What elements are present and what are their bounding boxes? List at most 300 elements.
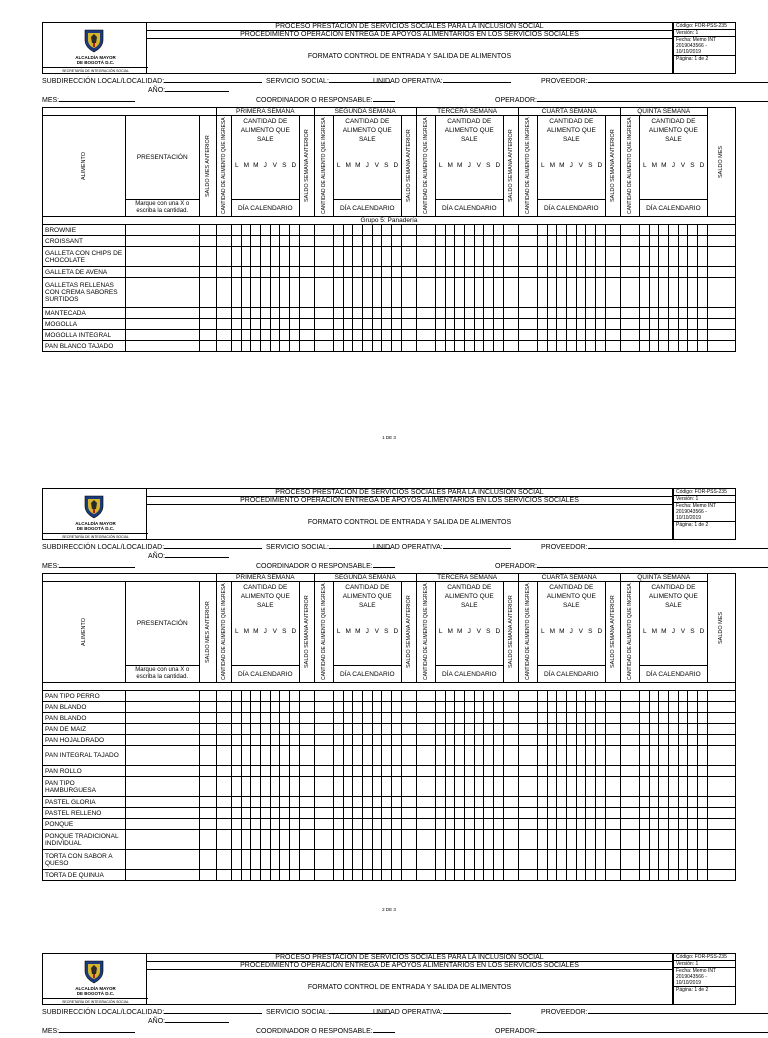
entry-cell[interactable] [688,330,698,341]
entry-cell[interactable] [678,797,688,808]
entry-cell[interactable] [503,713,518,724]
operador-field-blank[interactable] [537,94,768,102]
entry-cell[interactable] [605,870,620,881]
mes-field[interactable] [42,94,135,104]
entry-cell[interactable] [518,808,537,819]
entry-cell[interactable] [401,850,416,870]
entry-cell[interactable] [445,225,455,236]
entry-cell[interactable] [251,330,261,341]
entry-cell[interactable] [503,808,518,819]
entry-cell[interactable] [455,225,465,236]
entry-cell[interactable] [697,330,707,341]
entry-cell[interactable] [649,766,659,777]
entry-cell[interactable] [493,766,503,777]
entry-cell[interactable] [445,746,455,766]
entry-cell[interactable] [697,236,707,247]
entry-cell[interactable] [353,870,363,881]
entry-cell[interactable] [445,247,455,267]
entry-cell[interactable] [353,691,363,702]
entry-cell[interactable] [416,236,435,247]
entry-cell[interactable] [576,746,586,766]
operador-field[interactable] [495,94,768,104]
entry-cell[interactable] [260,830,270,850]
entry-cell[interactable] [314,691,333,702]
entry-cell[interactable] [640,766,650,777]
entry-cell[interactable] [576,308,586,319]
entry-cell[interactable] [474,870,484,881]
entry-cell[interactable] [280,713,290,724]
entry-cell[interactable] [659,713,669,724]
entry-cell[interactable] [391,330,401,341]
entry-cell[interactable] [199,797,216,808]
entry-cell[interactable] [241,808,251,819]
entry-cell[interactable] [343,819,353,830]
entry-cell[interactable] [216,236,231,247]
entry-cell[interactable] [547,691,557,702]
entry-cell[interactable] [464,319,474,330]
entry-cell[interactable] [576,225,586,236]
entry-cell[interactable] [199,330,216,341]
entry-cell[interactable] [125,278,199,308]
entry-cell[interactable] [216,746,231,766]
entry-cell[interactable] [232,735,242,746]
entry-cell[interactable] [382,247,392,267]
entry-cell[interactable] [372,691,382,702]
entry-cell[interactable] [697,691,707,702]
entry-cell[interactable] [707,850,735,870]
entry-cell[interactable] [401,808,416,819]
entry-cell[interactable] [595,797,605,808]
entry-cell[interactable] [649,278,659,308]
entry-cell[interactable] [493,777,503,797]
entry-cell[interactable] [435,267,445,278]
entry-cell[interactable] [270,735,280,746]
entry-cell[interactable] [401,777,416,797]
entry-cell[interactable] [484,777,494,797]
entry-cell[interactable] [353,267,363,278]
entry-cell[interactable] [333,766,343,777]
entry-cell[interactable] [484,850,494,870]
entry-cell[interactable] [280,819,290,830]
entry-cell[interactable] [649,797,659,808]
entry-cell[interactable] [199,225,216,236]
entry-cell[interactable] [343,850,353,870]
entry-cell[interactable] [697,797,707,808]
entry-cell[interactable] [595,225,605,236]
entry-cell[interactable] [289,319,299,330]
entry-cell[interactable] [270,319,280,330]
entry-cell[interactable] [372,777,382,797]
entry-cell[interactable] [620,225,639,236]
entry-cell[interactable] [455,746,465,766]
entry-cell[interactable] [557,777,567,797]
entry-cell[interactable] [372,724,382,735]
entry-cell[interactable] [576,267,586,278]
operador-field-blank[interactable] [537,560,768,568]
entry-cell[interactable] [270,850,280,870]
entry-cell[interactable] [455,766,465,777]
proveedor-field[interactable] [541,75,768,85]
entry-cell[interactable] [566,330,576,341]
entry-cell[interactable] [416,308,435,319]
entry-cell[interactable] [688,702,698,713]
entry-cell[interactable] [353,724,363,735]
entry-cell[interactable] [576,247,586,267]
entry-cell[interactable] [314,850,333,870]
entry-cell[interactable] [503,777,518,797]
entry-cell[interactable] [314,735,333,746]
entry-cell[interactable] [538,319,548,330]
entry-cell[interactable] [649,225,659,236]
entry-cell[interactable] [445,341,455,352]
entry-cell[interactable] [362,808,372,819]
entry-cell[interactable] [391,735,401,746]
entry-cell[interactable] [455,691,465,702]
entry-cell[interactable] [289,797,299,808]
entry-cell[interactable] [620,808,639,819]
entry-cell[interactable] [270,267,280,278]
entry-cell[interactable] [372,830,382,850]
entry-cell[interactable] [260,247,270,267]
entry-cell[interactable] [697,702,707,713]
entry-cell[interactable] [372,236,382,247]
entry-cell[interactable] [216,830,231,850]
entry-cell[interactable] [484,278,494,308]
entry-cell[interactable] [199,830,216,850]
entry-cell[interactable] [241,702,251,713]
entry-cell[interactable] [484,702,494,713]
entry-cell[interactable] [678,308,688,319]
entry-cell[interactable] [241,850,251,870]
entry-cell[interactable] [232,746,242,766]
entry-cell[interactable] [382,819,392,830]
entry-cell[interactable] [547,724,557,735]
entry-cell[interactable] [484,267,494,278]
entry-cell[interactable] [241,797,251,808]
entry-cell[interactable] [503,702,518,713]
entry-cell[interactable] [299,797,314,808]
entry-cell[interactable] [280,735,290,746]
entry-cell[interactable] [464,746,474,766]
entry-cell[interactable] [678,341,688,352]
entry-cell[interactable] [362,830,372,850]
entry-cell[interactable] [649,247,659,267]
entry-cell[interactable] [557,808,567,819]
entry-cell[interactable] [251,691,261,702]
entry-cell[interactable] [518,735,537,746]
entry-cell[interactable] [576,777,586,797]
entry-cell[interactable] [289,777,299,797]
entry-cell[interactable] [659,746,669,766]
entry-cell[interactable] [280,870,290,881]
entry-cell[interactable] [547,308,557,319]
entry-cell[interactable] [538,777,548,797]
entry-cell[interactable] [251,724,261,735]
entry-cell[interactable] [333,797,343,808]
anio-field[interactable] [148,550,229,560]
entry-cell[interactable] [668,850,678,870]
proveedor-field-blank[interactable] [588,541,768,549]
entry-cell[interactable] [557,691,567,702]
entry-cell[interactable] [640,278,650,308]
entry-cell[interactable] [518,225,537,236]
entry-cell[interactable] [518,870,537,881]
entry-cell[interactable] [314,808,333,819]
entry-cell[interactable] [668,319,678,330]
entry-cell[interactable] [343,225,353,236]
entry-cell[interactable] [401,267,416,278]
entry-cell[interactable] [289,247,299,267]
entry-cell[interactable] [125,691,199,702]
entry-cell[interactable] [557,746,567,766]
entry-cell[interactable] [455,278,465,308]
entry-cell[interactable] [333,819,343,830]
entry-cell[interactable] [343,713,353,724]
entry-cell[interactable] [649,308,659,319]
entry-cell[interactable] [538,330,548,341]
entry-cell[interactable] [314,724,333,735]
entry-cell[interactable] [474,797,484,808]
entry-cell[interactable] [401,830,416,850]
entry-cell[interactable] [280,766,290,777]
entry-cell[interactable] [216,278,231,308]
entry-cell[interactable] [216,870,231,881]
entry-cell[interactable] [557,308,567,319]
entry-cell[interactable] [493,247,503,267]
entry-cell[interactable] [474,691,484,702]
entry-cell[interactable] [401,713,416,724]
entry-cell[interactable] [216,819,231,830]
entry-cell[interactable] [620,330,639,341]
entry-cell[interactable] [586,225,596,236]
entry-cell[interactable] [435,319,445,330]
entry-cell[interactable] [416,830,435,850]
entry-cell[interactable] [455,724,465,735]
entry-cell[interactable] [668,225,678,236]
entry-cell[interactable] [401,225,416,236]
entry-cell[interactable] [372,735,382,746]
entry-cell[interactable] [280,777,290,797]
entry-cell[interactable] [445,236,455,247]
entry-cell[interactable] [435,341,445,352]
entry-cell[interactable] [640,830,650,850]
entry-cell[interactable] [493,236,503,247]
entry-cell[interactable] [435,870,445,881]
entry-cell[interactable] [595,746,605,766]
entry-cell[interactable] [241,341,251,352]
entry-cell[interactable] [445,319,455,330]
entry-cell[interactable] [649,819,659,830]
entry-cell[interactable] [260,319,270,330]
entry-cell[interactable] [678,278,688,308]
entry-cell[interactable] [260,746,270,766]
entry-cell[interactable] [401,735,416,746]
entry-cell[interactable] [353,341,363,352]
entry-cell[interactable] [576,341,586,352]
entry-cell[interactable] [518,236,537,247]
entry-cell[interactable] [455,247,465,267]
entry-cell[interactable] [270,797,280,808]
entry-cell[interactable] [697,808,707,819]
entry-cell[interactable] [586,319,596,330]
entry-cell[interactable] [455,702,465,713]
entry-cell[interactable] [382,808,392,819]
entry-cell[interactable] [668,735,678,746]
entry-cell[interactable] [605,225,620,236]
entry-cell[interactable] [649,319,659,330]
entry-cell[interactable] [435,724,445,735]
entry-cell[interactable] [576,830,586,850]
entry-cell[interactable] [474,830,484,850]
entry-cell[interactable] [232,308,242,319]
entry-cell[interactable] [270,225,280,236]
entry-cell[interactable] [707,713,735,724]
entry-cell[interactable] [538,225,548,236]
entry-cell[interactable] [668,830,678,850]
entry-cell[interactable] [251,850,261,870]
entry-cell[interactable] [241,735,251,746]
entry-cell[interactable] [280,267,290,278]
entry-cell[interactable] [576,735,586,746]
entry-cell[interactable] [299,724,314,735]
entry-cell[interactable] [474,236,484,247]
entry-cell[interactable] [251,766,261,777]
entry-cell[interactable] [391,691,401,702]
entry-cell[interactable] [362,797,372,808]
entry-cell[interactable] [538,236,548,247]
entry-cell[interactable] [605,319,620,330]
entry-cell[interactable] [688,267,698,278]
entry-cell[interactable] [503,870,518,881]
entry-cell[interactable] [260,808,270,819]
entry-cell[interactable] [678,247,688,267]
entry-cell[interactable] [493,797,503,808]
entry-cell[interactable] [697,724,707,735]
entry-cell[interactable] [484,724,494,735]
entry-cell[interactable] [280,830,290,850]
entry-cell[interactable] [538,278,548,308]
entry-cell[interactable] [518,330,537,341]
entry-cell[interactable] [289,702,299,713]
entry-cell[interactable] [382,766,392,777]
entry-cell[interactable] [640,236,650,247]
unidad-operativa-field[interactable] [373,1006,511,1016]
entry-cell[interactable] [455,236,465,247]
entry-cell[interactable] [595,267,605,278]
entry-cell[interactable] [251,870,261,881]
entry-cell[interactable] [299,247,314,267]
entry-cell[interactable] [688,308,698,319]
entry-cell[interactable] [547,797,557,808]
entry-cell[interactable] [445,724,455,735]
entry-cell[interactable] [586,713,596,724]
entry-cell[interactable] [343,341,353,352]
entry-cell[interactable] [697,267,707,278]
entry-cell[interactable] [697,713,707,724]
entry-cell[interactable] [333,724,343,735]
entry-cell[interactable] [586,746,596,766]
entry-cell[interactable] [595,850,605,870]
entry-cell[interactable] [232,319,242,330]
entry-cell[interactable] [538,341,548,352]
entry-cell[interactable] [557,278,567,308]
entry-cell[interactable] [464,850,474,870]
entry-cell[interactable] [216,247,231,267]
entry-cell[interactable] [416,777,435,797]
entry-cell[interactable] [382,735,392,746]
entry-cell[interactable] [270,713,280,724]
entry-cell[interactable] [362,746,372,766]
mes-field-blank[interactable] [59,560,135,568]
entry-cell[interactable] [518,267,537,278]
entry-cell[interactable] [464,830,474,850]
entry-cell[interactable] [484,319,494,330]
unidad-operativa-field-blank[interactable] [443,541,511,549]
entry-cell[interactable] [280,341,290,352]
entry-cell[interactable] [557,850,567,870]
entry-cell[interactable] [668,797,678,808]
entry-cell[interactable] [707,830,735,850]
entry-cell[interactable] [566,278,576,308]
entry-cell[interactable] [435,830,445,850]
entry-cell[interactable] [435,713,445,724]
entry-cell[interactable] [484,691,494,702]
entry-cell[interactable] [435,691,445,702]
entry-cell[interactable] [649,777,659,797]
entry-cell[interactable] [605,308,620,319]
entry-cell[interactable] [372,870,382,881]
entry-cell[interactable] [640,330,650,341]
entry-cell[interactable] [251,735,261,746]
entry-cell[interactable] [343,746,353,766]
entry-cell[interactable] [199,247,216,267]
entry-cell[interactable] [280,308,290,319]
entry-cell[interactable] [678,691,688,702]
entry-cell[interactable] [445,267,455,278]
entry-cell[interactable] [241,267,251,278]
entry-cell[interactable] [125,766,199,777]
entry-cell[interactable] [697,746,707,766]
entry-cell[interactable] [333,702,343,713]
entry-cell[interactable] [503,267,518,278]
entry-cell[interactable] [668,870,678,881]
entry-cell[interactable] [391,247,401,267]
entry-cell[interactable] [251,278,261,308]
entry-cell[interactable] [241,236,251,247]
entry-cell[interactable] [260,267,270,278]
entry-cell[interactable] [474,819,484,830]
entry-cell[interactable] [333,850,343,870]
entry-cell[interactable] [503,330,518,341]
entry-cell[interactable] [289,691,299,702]
entry-cell[interactable] [435,236,445,247]
entry-cell[interactable] [270,278,280,308]
entry-cell[interactable] [260,724,270,735]
entry-cell[interactable] [547,735,557,746]
entry-cell[interactable] [333,236,343,247]
entry-cell[interactable] [270,777,280,797]
entry-cell[interactable] [678,225,688,236]
entry-cell[interactable] [251,819,261,830]
entry-cell[interactable] [659,236,669,247]
entry-cell[interactable] [199,808,216,819]
entry-cell[interactable] [343,308,353,319]
entry-cell[interactable] [251,319,261,330]
entry-cell[interactable] [586,308,596,319]
entry-cell[interactable] [241,777,251,797]
entry-cell[interactable] [547,225,557,236]
entry-cell[interactable] [464,713,474,724]
